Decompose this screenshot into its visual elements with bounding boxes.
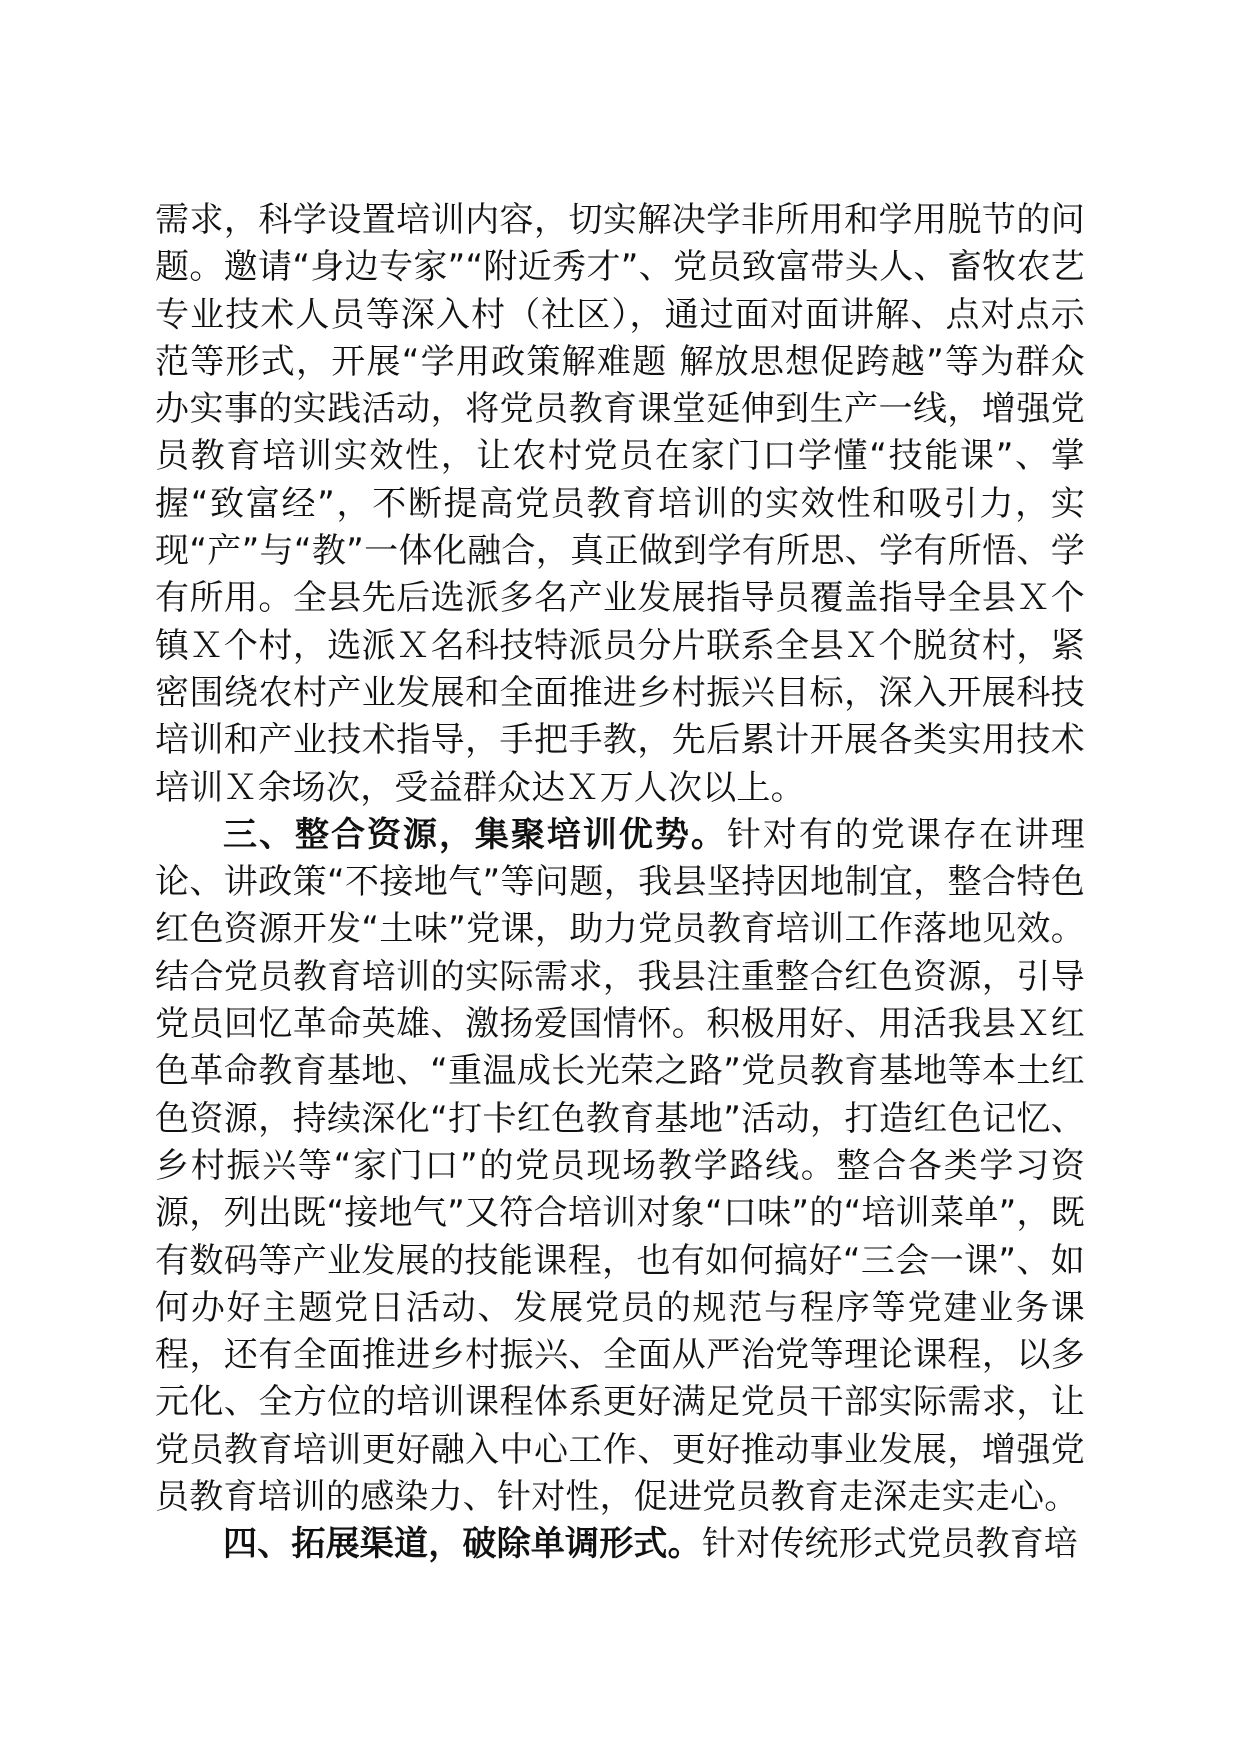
paragraph-1 — [155, 197, 1085, 812]
paragraph-3 — [155, 1521, 1085, 1568]
paragraph-2-text: 针对有的党课存在讲理论、讲政策“不接地气”等问题，我县坚持因地制宜，整合特色红色资源开发“土味”党课，助力党员教育培训工作落地见效。结合党员教育培训的实际需求，我县注重整合红色资源，引导党员回忆革命英雄、激扬爱国情怀。积极用好、用活我县Ｘ红色革命教育基地、“重温成长光荣之路”党员教育基地等本土红色资源，持续深化“打卡红色教育基地”活动，打造红色记忆、乡村振兴等“家门口”的党员现场教学路线。整合各类学习资源，列出既“接地气”又符合培训对象“口味”的“培训菜单”，既有数码等产业发展的技能课程，也有如何搞好“三会一课”、如何办好主题党日活动、发展党员的规范与程序等党建业务课程，还有全面推进乡村振兴、全面从严治党等理论课程，以多元化、全方位的培训课程体系更好满足党员干部实际需求，让党员教育培训更好融入中心工作、更好推动事业发展，增强党员教育培训的感染力、针对性，促进党员教育走深走实走心。 — [155, 814, 1085, 1518]
document-body — [155, 197, 1085, 1569]
paragraph-1-text: 需求，科学设置培训内容，切实解决学非所用和学用脱节的问题。邀请“身边专家”“附近秀才”、党员致富带头人、畜牧农艺专业技术人员等深入村（社区），通过面对面讲解、点对点示范等形式，开展“学用政策解难题 解放思想促跨越”等为群众办实事的实践活动，将党员教育课堂延伸到生产一线，增强党员教育培训实效性，让农村党员在家门口学懂“技能课”、掌握“致富经”，不断提高党员教育培训的实效性和吸引力，实现“产”与“教”一体化融合，真正做到学有所思、学有所悟、学有所用。全县先后选派多名产业发展指导员覆盖指导全县Ｘ个镇Ｘ个村，选派Ｘ名科技特派员分片联系全县Ｘ个脱贫村，紧密围绕农村产业发展和全面推进乡村振兴目标，深入开展科技培训和产业技术指导，手把手教，先后累计开展各类实用技术培训Ｘ余场次，受益群众达Ｘ万人次以上。 — [155, 200, 1085, 808]
paragraph-2-heading: 三、整合资源，集聚培训优势。 — [223, 814, 727, 855]
paragraph-3-heading: 四、拓展渠道，破除单调形式。 — [223, 1524, 702, 1565]
paragraph-2 — [155, 812, 1085, 1521]
paragraph-3-text: 针对传统形式党员教育培 — [701, 1524, 1079, 1565]
